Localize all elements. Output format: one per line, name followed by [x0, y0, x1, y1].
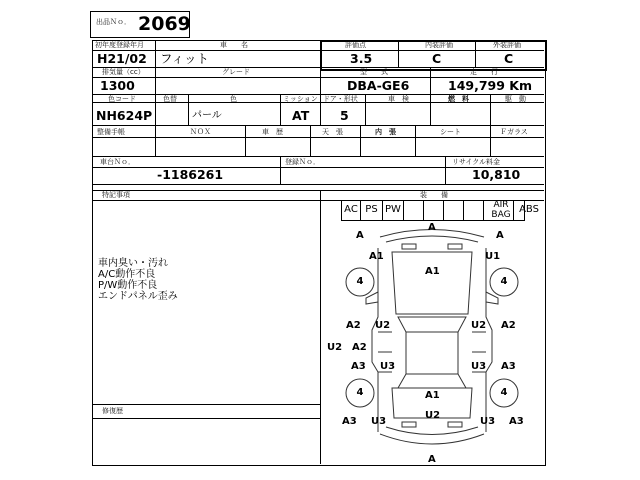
color-change-label: 色替	[163, 95, 177, 103]
fuel-label: 燃 料	[448, 95, 469, 103]
inspection-label: 車 検	[388, 95, 409, 103]
equipment-airbag: AIR BAG	[491, 200, 511, 220]
wheel-rear-left-label: 4	[356, 387, 364, 398]
damage-front-center: A	[428, 222, 436, 233]
exterior-grade-label: 外装評価	[493, 41, 521, 49]
mileage-label: 走 行	[470, 68, 498, 76]
transmission-label: ミッション	[283, 95, 318, 103]
registration-label: 登録Ｎｏ．	[285, 158, 320, 166]
maintenance-book-label: 整備手帳	[97, 128, 125, 136]
remark-line: エンドパネル歪み	[98, 291, 178, 302]
damage-left-side-a: A2	[352, 342, 367, 353]
damage-front-right: A	[496, 230, 504, 241]
damage-rear-roof: A1	[425, 390, 440, 401]
grade-label: グレード	[222, 68, 250, 76]
mileage-value: 149,799 Km	[448, 78, 532, 93]
wheel-rear-right-label: 4	[500, 387, 508, 398]
wheel-front-left-label: 4	[356, 276, 364, 287]
color-code-label: 色コード	[108, 95, 136, 103]
chassis-label: 車台Ｎｏ．	[100, 158, 135, 166]
displacement-label: 排気量（cc）	[102, 68, 145, 76]
car-name-value: フィット	[160, 51, 210, 66]
chassis-value: -1186261	[157, 167, 224, 182]
damage-left-rear-door-a: A3	[351, 361, 366, 372]
equipment-pw: PW	[385, 204, 401, 215]
reg-date-label: 初年度登録年月	[95, 41, 144, 49]
seat-label: シート	[440, 128, 461, 136]
equipment-label: 装 備	[420, 191, 448, 199]
repair-history-label: 修復歴	[102, 407, 123, 415]
damage-right-rear-door-a: A3	[501, 361, 516, 372]
remark-line: P/W動作不良	[98, 280, 158, 291]
damage-rear-right-a: A3	[509, 416, 524, 427]
damage-left-rear-door-u: U3	[380, 361, 396, 372]
damage-right-front-door-a: A2	[501, 320, 516, 331]
doors-value: 5	[340, 108, 349, 123]
wheel-front-right-label: 4	[500, 276, 508, 287]
damage-front-right-fender: U1	[485, 251, 501, 262]
model-label: 型 式	[360, 68, 388, 76]
damage-right-front-door-u: U2	[471, 320, 487, 331]
damage-front-left-fender: A1	[369, 251, 384, 262]
equipment-grid	[320, 200, 544, 221]
damage-rear-right-u: U3	[480, 416, 496, 427]
equipment-ps: PS	[365, 204, 378, 215]
transmission-value: AT	[292, 108, 310, 123]
damage-left-front-door-u: U2	[375, 320, 391, 331]
headliner-label: 天 張	[322, 128, 343, 136]
nox-label: ＮＯＸ	[190, 128, 211, 136]
recycle-fee-value: 10,810	[472, 167, 521, 182]
recycle-fee-label: リサイクル料金	[452, 158, 501, 166]
damage-rear-center: A	[428, 454, 436, 465]
damage-left-side-u: U2	[327, 342, 343, 353]
model-value: DBA-GE6	[347, 78, 410, 93]
interior-grade-label: 内装評価	[425, 41, 453, 49]
car-name-label: 車 名	[220, 41, 248, 49]
score-label: 評価点	[345, 41, 366, 49]
front-glass-label: Ｆガラス	[500, 128, 528, 136]
reg-date-value: H21/02	[97, 51, 147, 66]
damage-rear-left-a: A3	[342, 416, 357, 427]
lot-number-label: 出品Ｎｏ．	[96, 18, 131, 26]
damage-right-rear-door-u: U3	[471, 361, 487, 372]
equipment-abs: ABS	[519, 204, 539, 215]
remark-line: 車内臭い・汚れ	[98, 258, 168, 269]
damage-hood: A1	[425, 266, 440, 277]
interior-trim-label: 内 張	[375, 128, 396, 136]
color-label: 色	[230, 95, 237, 103]
displacement-value: 1300	[100, 78, 135, 93]
car-history-label: 車 歴	[262, 128, 283, 136]
drive-label: 駆 動	[505, 95, 526, 103]
interior-grade-value: C	[432, 51, 442, 66]
doors-label: ドア・形状	[323, 95, 358, 103]
remarks-label: 特記事項	[102, 191, 130, 199]
lot-number: 2069	[138, 13, 191, 35]
damage-rear-left-u: U3	[371, 416, 387, 427]
color-code-value: NH624P	[96, 108, 153, 123]
damage-front-left: A	[356, 230, 364, 241]
score-value: 3.5	[350, 51, 373, 66]
damage-rear-hatch: U2	[425, 410, 441, 421]
remark-line: A/C動作不良	[98, 269, 156, 280]
exterior-grade-value: C	[504, 51, 514, 66]
color-value: パール	[192, 110, 222, 121]
damage-left-front-door-a: A2	[346, 320, 361, 331]
equipment-ac: AC	[344, 204, 358, 215]
